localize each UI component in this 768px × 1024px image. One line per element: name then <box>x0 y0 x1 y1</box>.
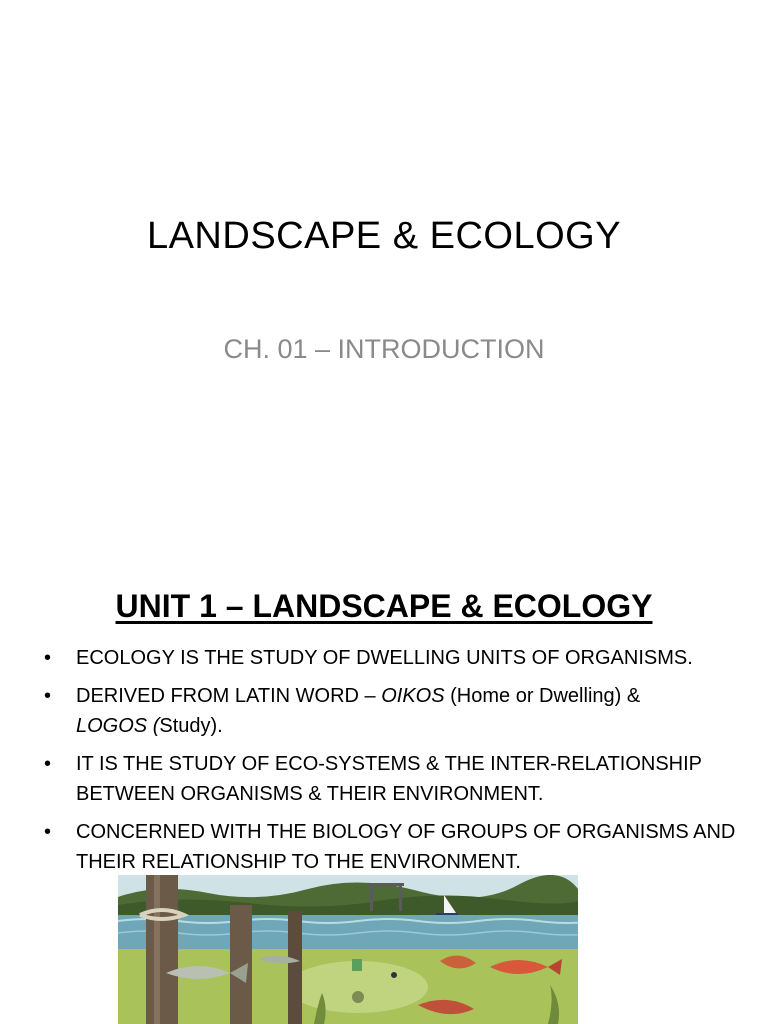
bullet-item <box>40 681 740 741</box>
bullet-text: CONCERNED WITH THE BIOLOGY OF GROUPS OF ORGANISMS AND THEIR RELATIONSHIP TO THE ENVIRONMENT. <box>76 821 736 873</box>
bullet-dot-icon: • <box>44 647 52 669</box>
slide-subtitle: CH. 01 – INTRODUCTION <box>223 334 545 364</box>
bullet-item <box>40 643 740 673</box>
bullet-list <box>40 643 740 885</box>
bullet-text: DERIVED FROM LATIN WORD – <box>76 685 382 707</box>
bullet-text: (Home or Dwelling) & <box>444 685 641 707</box>
bullet-dot-icon: • <box>44 685 52 707</box>
slide-title: LANDSCAPE & ECOLOGY <box>146 215 622 257</box>
bullet-dot-icon: • <box>44 821 52 843</box>
content-slide <box>0 576 768 1024</box>
bullet-text: ECOLOGY IS THE STUDY OF DWELLING UNITS OF ORGANISMS. <box>76 647 693 669</box>
unit-heading: UNIT 1 – LANDSCAPE & ECOLOGY <box>115 588 653 624</box>
bullet-text: IT IS THE STUDY OF ECO-SYSTEMS & THE INTER-RELATIONSHIP BETWEEN ORGANISMS & THEIR ENVIRONMENT. <box>76 753 702 805</box>
logos-term: LOGOS ( <box>76 715 160 737</box>
bullet-item <box>40 749 740 809</box>
bullet-dot-icon: • <box>44 753 52 775</box>
oikos-term: OIKOS <box>381 685 445 707</box>
bullet-text: Study). <box>159 715 223 737</box>
bullet-item <box>40 817 740 877</box>
pond-ecosystem-illustration <box>118 875 578 1024</box>
